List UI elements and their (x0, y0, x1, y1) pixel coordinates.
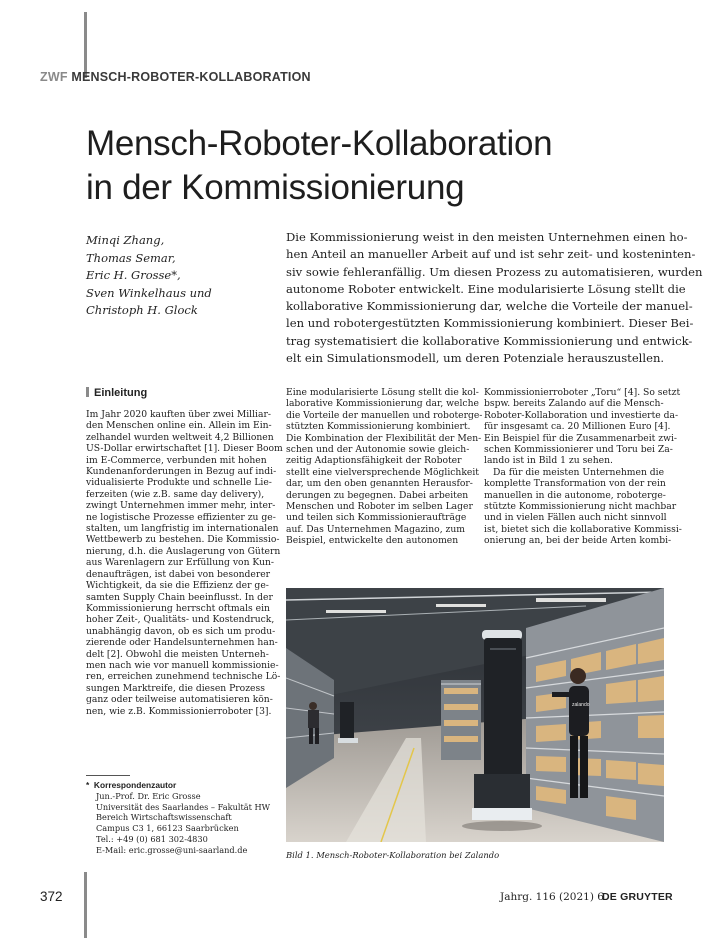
footnote-line: Tel.: +49 (0) 681 302-4830 (96, 833, 208, 844)
abstract-line: trag systematisiert die kollaborative Kommissionierung und entwick- (286, 333, 693, 348)
author-list (86, 232, 212, 320)
section-heading (86, 387, 147, 399)
center-shelving (441, 680, 481, 760)
body-line: manuellen in die autonome, roboterge- (484, 489, 666, 501)
section-label: MENSCH-ROBOTER-KOLLABORATION (71, 70, 311, 84)
abstract-line: elt ein Simulationsmodell, um deren Potenziale herauszustellen. (286, 351, 665, 366)
footnote-line: Jun.-Prof. Dr. Eric Grosse (96, 790, 201, 801)
figure-caption: Bild 1. Mensch-Roboter-Kollaboration bei Zalando (286, 850, 500, 860)
journal-abbrev: ZWF (40, 70, 68, 84)
body-column-1 (86, 409, 283, 717)
footnote-heading-text: Korrespondenzautor (93, 780, 177, 790)
abstract-line: Die Kommissionierung weist in den meisten Unternehmen einen ho- (286, 230, 688, 244)
body-line: laborative Kommissionierung dar, welche (286, 398, 479, 410)
body-line: Kundenanforderungen in Bezug auf indi- (86, 466, 277, 478)
body-line: Wichtigkeit, da sie die Effizienz der ge- (86, 580, 269, 592)
author: Thomas Semar, (86, 250, 176, 265)
body-line: zwingt Unternehmen immer mehr, inter- (86, 500, 276, 512)
footnote-line: Campus C3 1, 66123 Saarbrücken (96, 823, 239, 834)
body-line: im E-Commerce, verbunden mit hohen (86, 454, 267, 466)
body-line: schen und der Autonomie sowie gleich- (286, 444, 470, 456)
body-line: sungen Marktreife, die diesen Prozess (86, 682, 265, 694)
body-line: Im Jahr 2020 kauften über zwei Milliar- (86, 409, 271, 420)
body-line: schen Kommissionierer und Toru bei Za- (484, 444, 673, 456)
body-line: die Vorteile der manuellen und roboterge- (286, 409, 483, 421)
body-line: unabhängig davon, ob es sich um produ- (86, 625, 276, 637)
footnote-marker: * (86, 780, 90, 790)
footnote-email[interactable]: E-Mail: eric.grosse@uni-saarland.de (96, 844, 248, 855)
body-line: und teilen sich Kommissionieraufträge (286, 512, 467, 524)
shirt-logo: zalando (572, 702, 590, 708)
body-line: samten Supply Chain beeinflusst. In der (86, 591, 273, 603)
body-line: Kommissionierroboter „Toru“ [4]. So setzt (484, 387, 681, 398)
article-title (86, 122, 686, 210)
body-line: nierung, d.h. die Auslagerung von Gütern (86, 545, 281, 557)
author: Minqi Zhang, (86, 233, 165, 247)
body-line: derungen zu begegnen. Dabei arbeiten (286, 489, 469, 501)
body-line: lando ist in Bild 1 zu sehen. (484, 455, 613, 467)
body-line: zierende oder Handelsunternehmen han- (86, 637, 278, 649)
body-line: Wettbewerb zu bestehen. Die Kommissio- (86, 534, 280, 546)
author: Christoph H. Glock (86, 303, 198, 317)
body-line: bspw. bereits Zalando auf die Mensch- (484, 398, 664, 410)
author: Sven Winkelhaus und (86, 285, 212, 300)
body-line: für insgesamt ca. 20 Millionen Euro [4]. (484, 421, 671, 433)
body-line: Menschen und Roboter im selben Lager (286, 501, 473, 513)
body-line: onierung an, bei der beide Arten kombi- (484, 535, 672, 547)
body-line: men nach wie vor manuell kommissionie- (86, 659, 279, 671)
warehouse-illustration (286, 588, 664, 842)
body-line: nen, wie z.B. Kommissionierroboter [3]. (86, 705, 272, 717)
author: Eric H. Grosse*, (86, 268, 181, 282)
body-line: Roboter-Kollaboration und investierte da- (484, 409, 679, 421)
footnote-line: Universität des Saarlandes – Fakultät HW (96, 801, 271, 812)
body-line: und in vielen Fällen auch nicht sinnvoll (484, 512, 667, 524)
section-marker (86, 387, 89, 397)
figure-photo-warehouse (286, 588, 664, 842)
right-shelving (526, 588, 664, 842)
title-line: in der Kommissionierung (86, 168, 465, 207)
body-line: ren, erreichen zunehmend technische Lö- (86, 671, 281, 683)
body-line: denaufträgen, ist dabei von besonderer (86, 568, 271, 580)
body-line: stellt eine vielversprechende Möglichkeit (286, 466, 479, 478)
abstract-line: siv sowie fehleranfällig. Um diesen Prozess zu automatisieren, wurden (286, 264, 703, 279)
body-line: stützten Kommissionierung kombiniert. (286, 421, 471, 433)
body-line: ist, bietet sich die kollaborative Kommissi- (484, 523, 682, 535)
abstract-line: autonome Roboter entwickelt. Eine modularisierte Lösung stellt die (286, 281, 686, 296)
body-line: US-Dollar erwirtschaftet [1]. Dieser Boom (86, 443, 283, 455)
body-line: stalten, um langfristig im internationalen (86, 523, 279, 535)
publisher-logo: DE GRUYTER (602, 891, 673, 903)
body-line: Eine modularisierte Lösung stellt die kol- (286, 387, 479, 398)
footnote-line: Bereich Wirtschaftswissenschaft (96, 812, 232, 823)
section-heading-text: Einleitung (94, 387, 148, 399)
title-line: Mensch-Roboter-Kollaboration (86, 124, 553, 163)
body-line: zeitig Adaptionsfähigkeit der Roboter (286, 455, 462, 467)
footnote-heading (86, 780, 270, 791)
body-line: Die Kombination der Flexibilität der Men- (286, 432, 482, 444)
body-line: dar, um den oben genannten Herausfor- (286, 478, 473, 490)
body-line: Ein Beispiel für die Zusammenarbeit zwi- (484, 432, 678, 444)
abstract-line: hen Anteil an manueller Arbeit auf und ist sehr zeit- und kosteninten- (286, 247, 696, 262)
body-line: komplette Transformation von der rein (484, 478, 666, 490)
body-line: Kommissionierung herrscht oftmals ein (86, 602, 270, 614)
volume-issue: Jahrg. 116 (2021) 6 (500, 891, 604, 903)
body-line: vidualisierte Produkte und schnelle Lie- (86, 477, 272, 489)
body-line: auf. Das Unternehmen Magazino, zum (286, 523, 466, 535)
top-margin-rule (84, 12, 87, 78)
body-line: Beispiel, entwickelte den autonomen (286, 535, 459, 547)
body-line: ne logistische Prozesse effizienter zu ge- (86, 511, 276, 523)
abstract-line: kollaborative Kommissionierung dar, welche die Vorteile der manuel- (286, 299, 693, 314)
body-line: delt [2]. Obwohl die meisten Unterneh- (86, 648, 269, 660)
body-line: aus Warenlagern zur Erfüllung von Kun- (86, 557, 275, 569)
body-column-3 (484, 387, 682, 547)
body-column-2 (286, 387, 483, 547)
body-line: ferzeiten (wie z.B. same day delivery), (86, 488, 265, 500)
body-line: Da für die meisten Unternehmen die (493, 466, 665, 478)
body-line: den Menschen online ein. Allein im Ein- (86, 420, 272, 432)
abstract (286, 229, 703, 367)
page-number: 372 (40, 889, 63, 904)
running-header (40, 70, 311, 84)
body-line: zelhandel wurden weltweit 4,2 Billionen (86, 431, 274, 443)
body-line: stützte Kommissionierung nicht machbar (484, 501, 677, 513)
body-line: ganz oder teilweise automatisieren kön- (86, 694, 273, 706)
correspondence-footnote (86, 780, 270, 856)
abstract-line: len und robotergestützten Kommissionierung kombiniert. Dieser Bei- (286, 316, 694, 331)
bottom-margin-rule (84, 872, 87, 938)
footnote-rule (86, 775, 130, 776)
body-line: hoher Zeit-, Qualitäts- und Kostendruck, (86, 614, 275, 626)
